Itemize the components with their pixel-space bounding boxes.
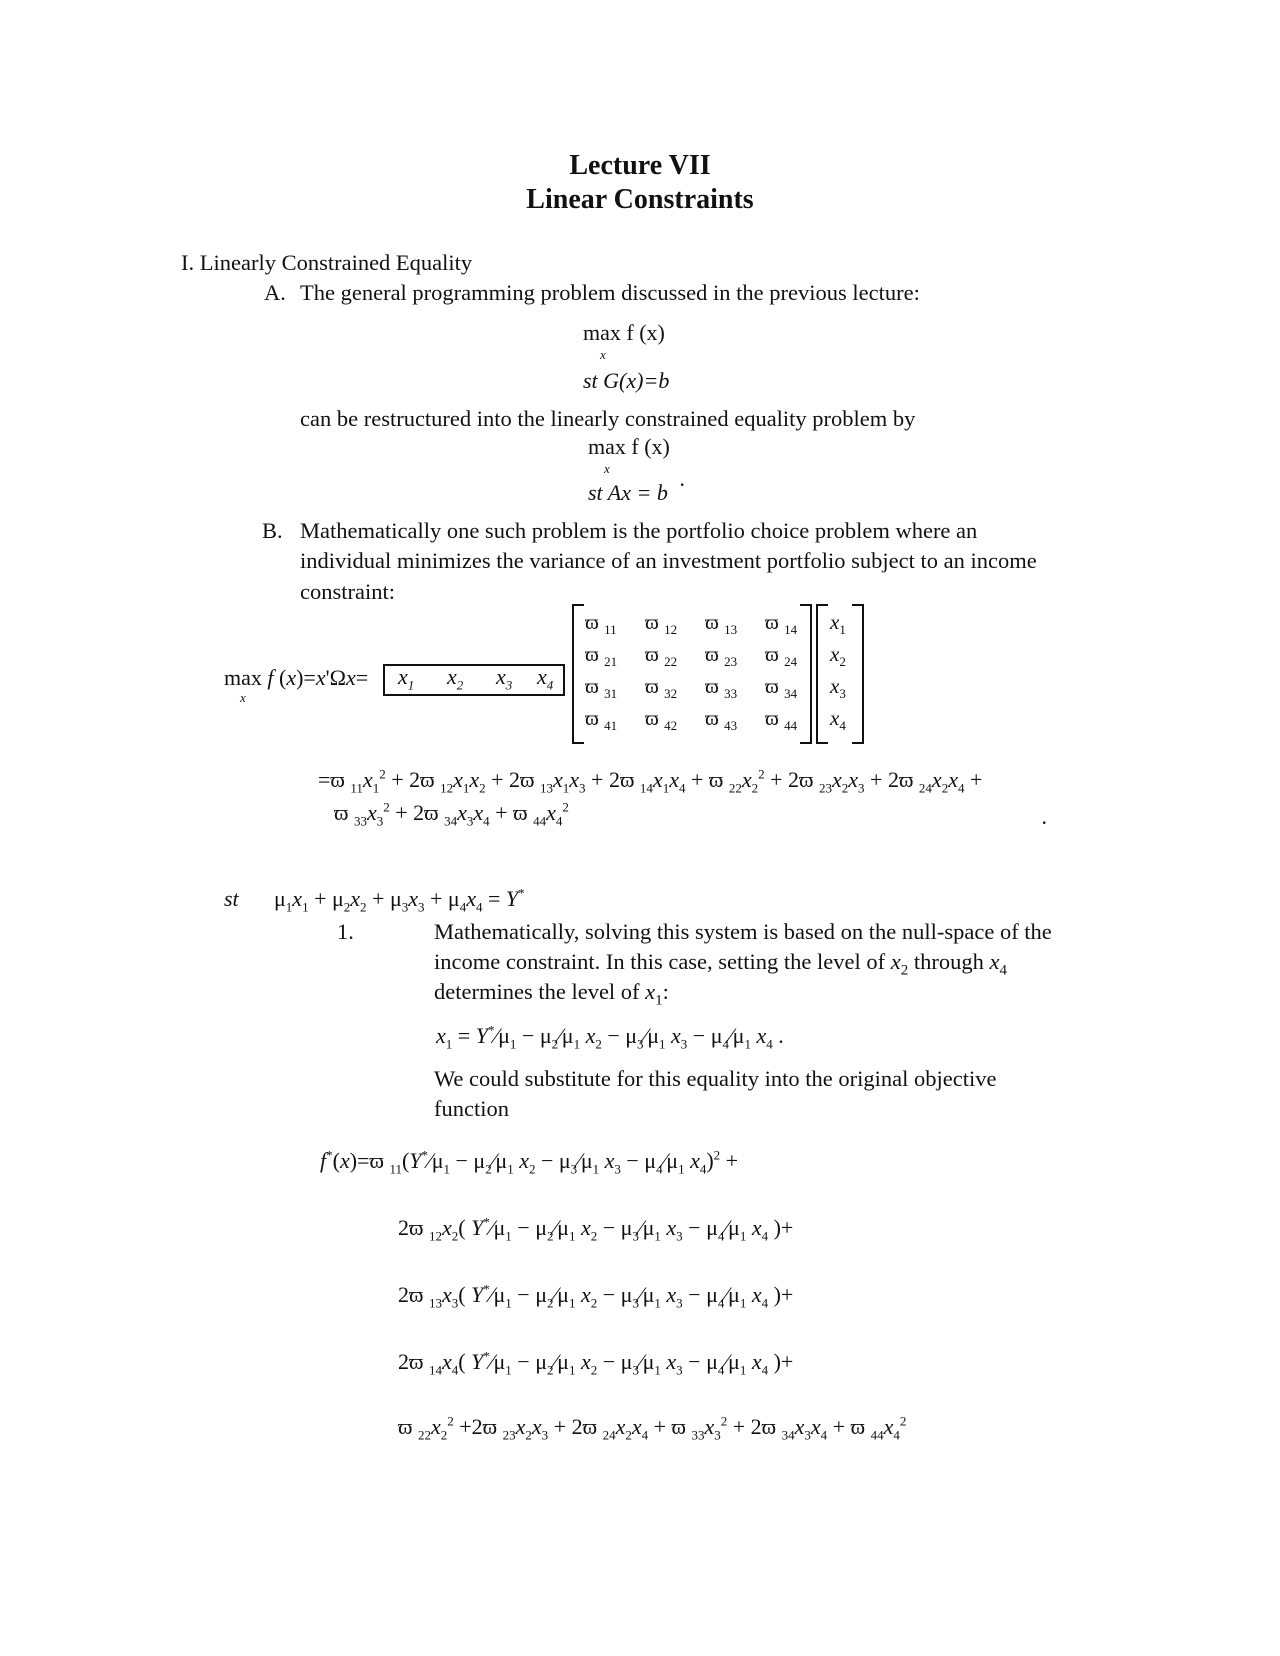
item-a-label: A. [264,280,286,305]
matrix-cell-1-3: ϖ $_{13}$ [705,610,738,638]
expansion-line-1: =ϖ $_{11}x_1^2 + 2ϖ$ $_{12}x_1x_2 + 2ϖ$ $_{13}x_1x_3 + 2ϖ$ $_{14}x_1x_4 + ϖ$ $_{22}x_2^2 + 2ϖ$ $_{23}x_2x_3 + 2ϖ$ $_{24}x_2x_4$ + [318,766,983,796]
fstar-line-2: 2ϖ $_{12}x_2$( $Y^*⁄\mu_1$ − $\mu_2⁄\mu_1$ $x_2$ − $\mu_3⁄\mu_1$ $x_3$ − $\mu_4⁄\mu_1$ $x_4$ )+ [398,1214,794,1244]
row-vector-x4: $x_4$ [537,664,554,693]
item-b-line2: individual minimizes the variance of an investment portfolio subject to an income [300,548,1037,573]
matrix-cell-3-3: ϖ $_{33}$ [705,674,738,702]
col-vector-bracket-left [816,604,828,744]
quadratic-max-subscript: x [240,690,246,705]
col-vector-bracket-right [852,604,864,744]
eq1-objective [583,320,665,346]
item-1-line1: Mathematically, solving this system is based on the null-space of the [434,919,1052,944]
matrix-cell-1-2: ϖ $_{12}$ [645,610,678,638]
item-1-label: 1. [337,919,354,944]
lecture-subtitle: Linear Constraints [526,184,754,215]
matrix-cell-1-1: ϖ $_{11}$ [585,610,617,638]
x1-solution: $x_1$ = $Y^*⁄\mu_1$ − $\mu_2⁄\mu_1$ $x_2$ − $\mu_3⁄\mu_1$ $x_3$ − $\mu_4⁄\mu_1$ $x_4$ . [436,1022,784,1052]
matrix-bracket-left [572,604,584,744]
row-vector-x2: $x_2$ [447,664,464,693]
row-vector-x3: $x_3$ [496,664,513,693]
eq2-constraint: st Ax = b [588,480,668,505]
fstar-line-1: f*(x)=ϖ $_{11}(Y^*⁄\mu_1$ − $\mu_2⁄\mu_1$ $x_2$ − $\mu_3⁄\mu_1$ $x_3$ − $\mu_4⁄\mu_1$ $x_4)^2$ + [320,1147,739,1177]
row-vector-x1: $x_1$ [398,664,415,693]
col-vector-cell-4: $x_4$ [830,706,846,734]
fstar-line-3: 2ϖ $_{13}x_3$( $Y^*⁄\mu_1$ − $\mu_2⁄\mu_1$ $x_2$ − $\mu_3⁄\mu_1$ $x_3$ − $\mu_4⁄\mu_1$ $x_4$ )+ [398,1281,794,1311]
matrix-cell-2-3: ϖ $_{23}$ [705,642,738,670]
matrix-cell-4-1: ϖ $_{41}$ [585,706,618,734]
income-constraint: $\mu_1x_1 + \mu_2x_2 + \mu_3x_3 + \mu_4x_4 = Y^*$ [274,885,525,915]
item-1-line2: income constraint. In this case, setting the level of $x_2$ through $x_4$ [434,949,1007,979]
matrix-cell-3-1: ϖ $_{31}$ [585,674,618,702]
item-b-label: B. [262,518,283,543]
lecture-title: Lecture VII [569,150,711,181]
section-heading: I. Linearly Constrained Equality [181,250,473,275]
st-label: st [224,886,239,911]
matrix-cell-4-3: ϖ $_{43}$ [705,706,738,734]
eq1-max-subscript: x [600,347,606,362]
item-b-line1: Mathematically one such problem is the portfolio choice problem where an [300,518,978,543]
matrix-cell-1-4: ϖ $_{14}$ [765,610,798,638]
matrix-cell-2-2: ϖ $_{22}$ [645,642,678,670]
matrix-cell-3-2: ϖ $_{32}$ [645,674,678,702]
matrix-cell-3-4: ϖ $_{34}$ [765,674,798,702]
fstar-line-4: 2ϖ $_{14}x_4$( $Y^*⁄\mu_1$ − $\mu_2⁄\mu_1$ $x_2$ − $\mu_3⁄\mu_1$ $x_3$ − $\mu_4⁄\mu_1$ $x_4$ )+ [398,1348,794,1378]
expansion-line-2: ϖ $_{33}x_3^2 + 2ϖ$ $_{34}x_3x_4 + ϖ$ $_{44}x_4^2$ [334,799,569,829]
matrix-bracket-right [800,604,812,744]
row-vector-bracket-right [555,664,565,696]
fstar-line-5: ϖ $_{22}x_2^2 +2ϖ$ $_{23}x_2x_3 + 2ϖ$ $_{24}x_2x_4 + ϖ$ $_{33}x_3^2 + 2ϖ$ $_{34}x_3x_4 + ϖ$ $_{44}x_4^2$ [398,1413,907,1443]
matrix-cell-2-4: ϖ $_{24}$ [765,642,798,670]
item-a-text2: can be restructured into the linearly constrained equality problem by [300,406,916,431]
item-1-line3: determines the level of $x_1$: [434,979,669,1009]
item-1-line5: function [434,1096,509,1121]
quadratic-form-lhs: max f (x)=x'Ωx= [224,665,369,690]
col-vector-cell-1: $x_1$ [830,610,846,638]
eq2-objective: max f (x) [588,434,670,459]
item-1-line4: We could substitute for this equality into the original objective [434,1066,997,1091]
col-vector-cell-3: $x_3$ [830,674,846,702]
expansion-period: . [1042,804,1048,829]
matrix-cell-4-2: ϖ $_{42}$ [645,706,678,734]
eq1-objective-text: max f (x) [583,320,665,345]
item-a-text: The general programming problem discussed in the previous lecture: [300,280,920,305]
col-vector-cell-2: $x_2$ [830,642,846,670]
eq2-period: . [680,466,686,491]
eq2-max-subscript: x [604,461,610,476]
matrix-cell-2-1: ϖ $_{21}$ [585,642,618,670]
matrix-cell-4-4: ϖ $_{44}$ [765,706,798,734]
eq1-constraint: st G(x)=b [583,368,670,393]
item-b-line3: constraint: [300,579,395,604]
